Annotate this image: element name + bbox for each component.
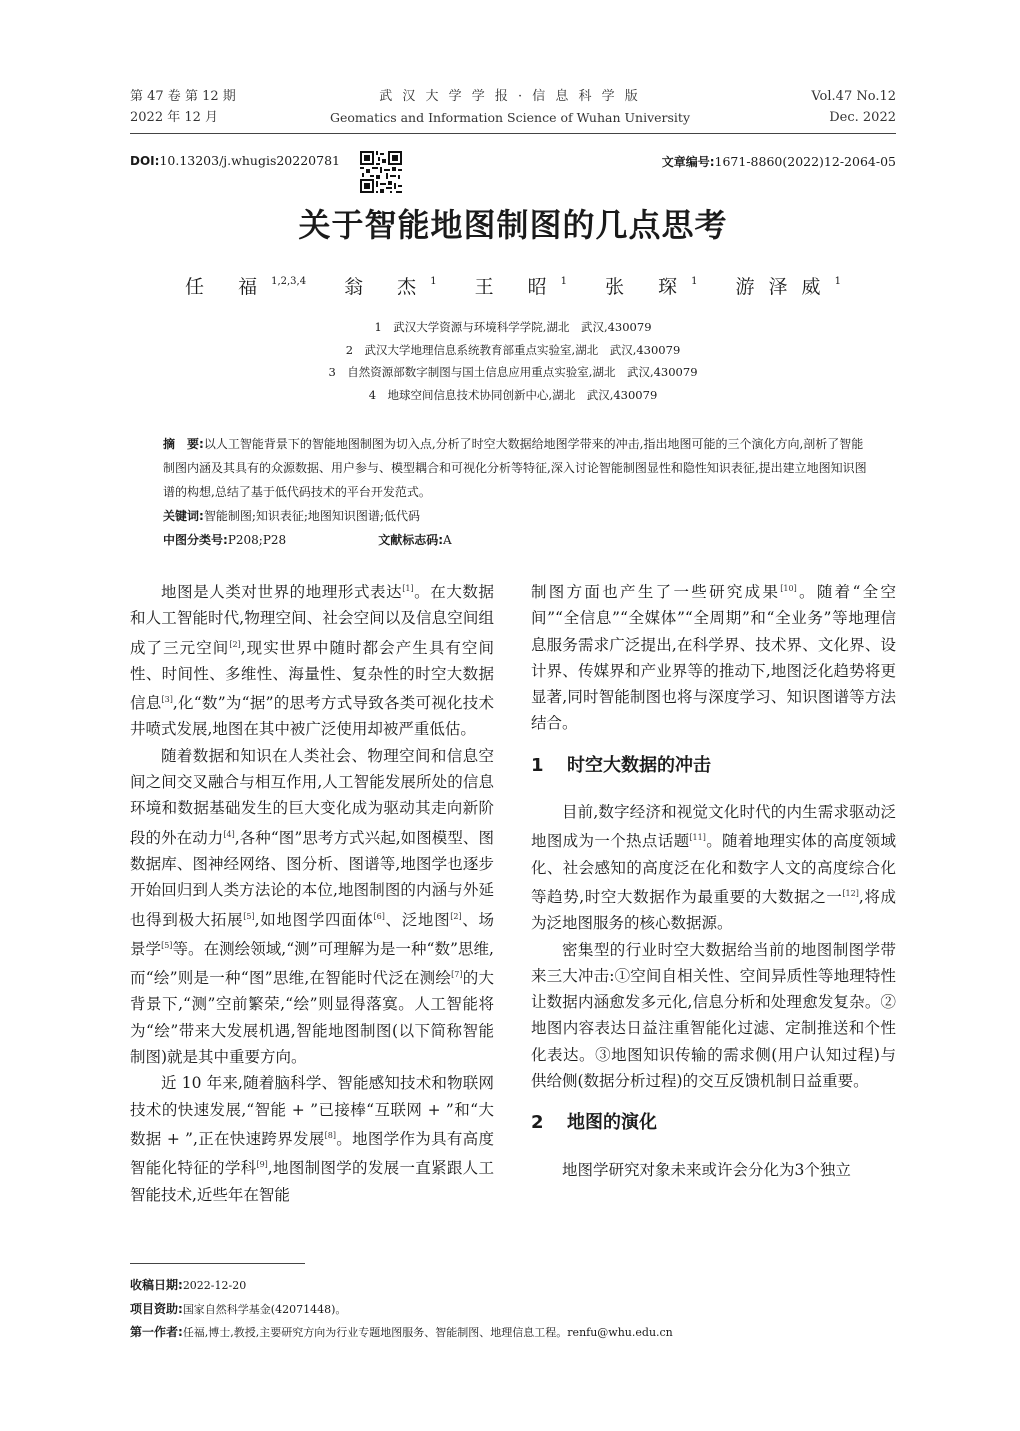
affiliation-list [130,316,896,406]
section-number: 2 [531,1112,544,1134]
body-column-right [531,576,896,1183]
citation: [10] [780,584,797,593]
citation: [5] [161,940,173,950]
section-title: 地图的演化 [567,1112,657,1134]
classification-line [163,528,452,552]
volume-issue: 第 47 卷 第 12 期 [130,89,236,104]
running-header-right [811,86,896,128]
section-heading-2 [531,1110,896,1136]
section-heading-1 [531,753,896,779]
author: 张 琛$^1$ [605,276,698,298]
citation: [6] [373,911,385,921]
citation: [5] [243,911,255,921]
citation: [8] [324,1130,336,1140]
footnote-funding: 项目资助:国家自然科学基金(42071448)。 [130,1301,347,1316]
running-header-center [310,86,710,128]
doi-line [130,153,340,168]
paragraph: 地图学研究对象未来或许会分化为3个独立 [562,1160,851,1179]
author-list [130,272,896,299]
affiliation-marker: 1 [834,276,841,287]
citation: [9] [256,1160,268,1170]
abstract-label: 摘 要: [163,437,204,451]
footnote-rule [130,1263,305,1264]
author: 王 昭$^1$ [474,276,568,298]
doi-label: DOI: [130,154,160,168]
header-rule [130,133,896,134]
section-number: 1 [531,754,544,776]
issue-date-en: Dec. 2022 [829,110,896,125]
citation: [2] [450,911,462,921]
running-header-left [130,86,236,128]
citation: [1] [402,584,414,593]
affiliation-marker: 1,2,3,4 [271,276,307,287]
affiliation: 1 武汉大学资源与环境科学学院,湖北 武汉,430079 [374,320,652,334]
citation: [7] [451,970,463,980]
qr-code-icon [360,151,402,193]
clc-label: 中图分类号: [163,533,228,547]
article-number-line [662,153,896,170]
citation: [4] [223,829,235,839]
clc-value: P208;P28 [227,533,287,547]
author: 游泽威$^1$ [735,276,841,298]
keywords-text: 智能制图;知识表征;地图知识图谱;低代码 [203,509,420,523]
footnotes [130,1274,673,1345]
journal-name-zh: 武 汉 大 学 学 报 · 信 息 科 学 版 [379,89,641,104]
paragraph: 制图方面也产生了一些研究成果[10]。随着“全空间”“全信息”“全媒体”“全周期”和“全业务”等地理信息服务需求广泛提出,在科学界、技术界、文化界、设计界、传媒界和产业界等的推动下,地图泛化趋势将更显著,同时智能制图也将与深度学习、知识图谱等方法结合。 [531,583,896,733]
citation: [2] [229,639,241,649]
doc-code-label: 文献标志码: [378,533,443,547]
doi-value: 10.13203/j.whugis20220781 [159,153,340,168]
abstract [163,432,870,504]
footnote-received: 收稿日期:2022-12-20 [130,1278,247,1292]
journal-name-en: Geomatics and Information Science of Wuhan University [329,110,691,125]
footnote-first-author: 第一作者:任福,博士,教授,主要研究方向为行业专题地图服务、智能制图、地理信息工程。renfu@whu.edu.cn [130,1325,673,1339]
paragraph: 密集型的行业时空大数据给当前的地图制图学带来三大冲击:①空间自相关性、空间异质性等地理特性让数据内涵愈发多元化,信息分析和处理愈发复杂。②地图内容表达日益注重智能化过滤、定制推送和个性化表达。③地图知识传输的需求侧(用户认知过程)与供给侧(数据分析过程)的交互反馈机制日益重要。 [531,940,896,1091]
paragraph: 近 10 年来,随着脑科学、智能感知技术和物联网技术的快速发展,“智能 + ”已接棒“互联网 + ”和“大数据 + ”,正在快速跨界发展[8]。地图学作为具有高度智能化特征的学科[9],地图制图学的发展一直紧跟人工智能技术,近些年在智能 [130,1074,494,1204]
volume-issue-en: Vol.47 No.12 [811,89,896,104]
citation: [3] [161,695,173,705]
paragraph: 地图是人类对世界的地理形式表达[1]。在大数据和人工智能时代,物理空间、社会空间以及信息空间组成了三元空间[2],现实世界中随时都会产生具有空间性、时间性、多维性、海量性、复杂性的时空大数据信息[3],化“数”为“据”的思考方式导致各类可视化技术井喷式发展,地图在其中被广泛使用却被严重低估。 [130,583,494,739]
body-column-left [130,576,494,1208]
affiliation-marker: 1 [560,276,568,287]
paper-title: 关于智能地图制图的几点思考 [298,206,728,244]
paragraph: 目前,数字经济和视觉文化时代的内生需求驱动泛地图成为一个热点话题[11]。随着地理实体的高度领域化、社会感知的高度泛在化和数字人文的高度综合化等趋势,时空大数据作为最重要的大数据之一[12],将成为泛地图服务的核心数据源。 [531,803,896,933]
article-number-label: 文章编号: [661,155,715,169]
abstract-text: 以人工智能背景下的智能地图制图为切入点,分析了时空大数据给地图学带来的冲击,指出地图可能的三个演化方向,剖析了智能制图内涵及其具有的众源数据、用户参与、模型耦合和可视化分析等特征,深入讨论智能制图显性和隐性知识表征,提出建立地图知识图谱的构想,总结了基于低代码技术的平台开发范式。 [163,437,867,499]
author: 任 福$^{1,2,3,4}$ [185,276,307,298]
author: 翁 杰$^1$ [344,276,437,298]
article-number-value: 1671-8860(2022)12-2064-05 [714,154,896,169]
citation: [11] [689,833,706,843]
keywords-label: 关键词: [163,509,204,523]
paragraph: 随着数据和知识在人类社会、物理空间和信息空间之间交叉融合与相互作用,人工智能发展所处的信息环境和数据基础发生的巨大变化成为驱动其走向新阶段的外在动力[4],各种“图”思考方式兴起,如图模型、图数据库、图神经网络、图分析、图谱等,地图学也逐步开始回归到人类方法论的本位,地图制图的内涵与外延也得到极大拓展[5],如地图学四面体[6]、泛地图[2]、场景学[5]等。在测绘领域,“测”可理解为是一种“数”思维,而“绘”则是一种“图”思维,在智能时代泛在测绘[7]的大背景下,“测”空前繁荣,“绘”则显得落寞。人工智能将为“绘”带来大发展机遇,智能地图制图(以下简称智能制图)就是其中重要方向。 [130,746,494,1067]
keywords [163,504,420,528]
affiliation-marker: 1 [430,276,437,287]
section-title: 时空大数据的冲击 [567,754,711,776]
affiliation-marker: 1 [691,276,698,287]
doc-code-value: A [443,533,452,547]
issue-date: 2022 年 12 月 [130,110,219,125]
citation: [12] [842,888,859,898]
affiliation: 3 自然资源部数字制图与国土信息应用重点实验室,湖北 武汉,430079 [328,365,698,379]
affiliation: 2 武汉大学地理信息系统教育部重点实验室,湖北 武汉,430079 [345,342,681,357]
affiliation: 4 地球空间信息技术协同创新中心,湖北 武汉,430079 [368,387,658,402]
